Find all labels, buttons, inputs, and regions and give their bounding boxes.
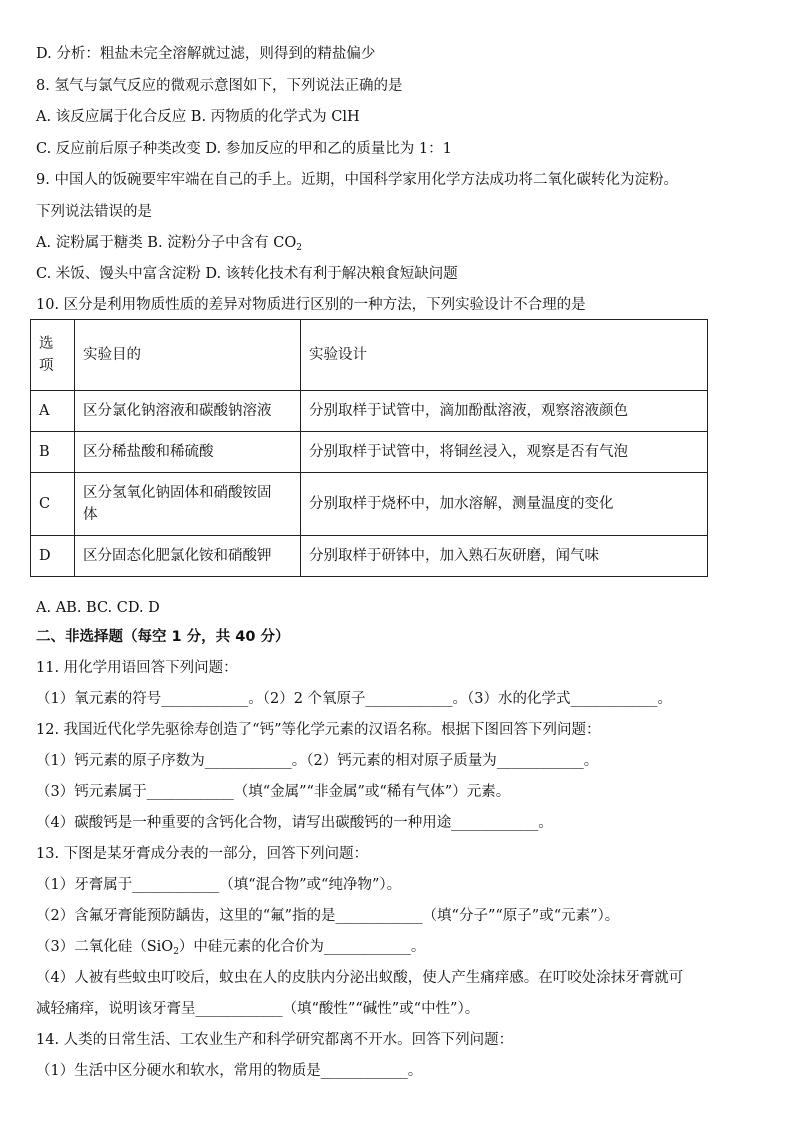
header-goal: 实验目的 <box>75 320 301 391</box>
header-option-line1: 选 <box>39 336 54 352</box>
question-14-stem: 14. 人类的日常生活、工农业生产和科学研究都离不开水。回答下列问题： <box>36 1032 514 1048</box>
question-13-part-4-continued: 减轻痛痒，说明该牙膏呈____________（填“酸性”“碱性”或“中性”）。 <box>36 1001 480 1017</box>
question-8-stem: 8. 氢气与氯气反应的微观示意图如下，下列说法正确的是 <box>36 78 403 94</box>
table-header-row <box>31 320 708 391</box>
question-14-part-1: （1）生活中区分硬水和软水，常用的物质是____________。 <box>36 1063 423 1079</box>
cell-option: A <box>31 391 75 432</box>
question-12-part-3: （3）钙元素属于____________（填“金属”“非金属”或“稀有气体”）元素。 <box>36 784 511 800</box>
cell-goal: 区分固态化肥氯化铵和硝酸钾 <box>75 536 301 577</box>
question-11-parts: （1）氧元素的符号____________。（2）2 个氧原子____________。（3）水的化学式____________。 <box>36 691 673 707</box>
question-12-part-4: （4）碳酸钙是一种重要的含钙化合物，请写出碳酸钙的一种用途____________。 <box>36 815 553 831</box>
table-row <box>31 432 708 473</box>
cell-design: 分别取样于烧杯中，加水溶解，测量温度的变化 <box>301 473 708 536</box>
question-9-stem-continued: 下列说法错误的是 <box>36 204 152 220</box>
cell-option: D <box>31 536 75 577</box>
question-9-options-cd: C. 米饭、馒头中富含淀粉 D. 该转化技术有利于解决粮食短缺问题 <box>36 266 458 282</box>
table-row <box>31 391 708 432</box>
header-design: 实验设计 <box>301 320 708 391</box>
cell-design: 分别取样于试管中，滴加酚酞溶液，观察溶液颜色 <box>301 391 708 432</box>
line-q7-option-d: D. 分析：粗盐未完全溶解就过滤，则得到的精盐偏少 <box>36 46 376 62</box>
q9-options-ab-text: A. 淀粉属于糖类 B. 淀粉分子中含有 CO <box>36 235 297 251</box>
question-13-stem: 13. 下图是某牙膏成分表的一部分，回答下列问题： <box>36 846 369 862</box>
question-9-stem: 9. 中国人的饭碗要牢牢端在自己的手上。近期，中国科学家用化学方法成功将二氧化碳转化为淀粉。 <box>36 172 678 188</box>
question-10-stem: 10. 区分是利用物质性质的差异对物质进行区别的一种方法，下列实验设计不合理的是 <box>36 297 586 313</box>
cell-goal-line2: 体 <box>83 507 98 523</box>
cell-option: C <box>31 473 75 536</box>
subscript-2: 2 <box>296 243 302 253</box>
header-option-line2: 项 <box>39 358 54 374</box>
subscript-2: 2 <box>173 947 179 957</box>
header-option <box>31 320 75 391</box>
question-9-options-ab <box>36 233 302 258</box>
question-13-part-1: （1）牙膏属于____________（填“混合物”或“纯净物”）。 <box>36 877 402 893</box>
section-2-heading: 二、非选择题（每空 1 分，共 40 分） <box>36 629 290 645</box>
q13-part3-pre: （3）二氧化硅（SiO <box>36 939 174 955</box>
question-10-options: A. AB. BC. CD. D <box>36 600 160 616</box>
cell-option: B <box>31 432 75 473</box>
cell-goal: 区分稀盐酸和稀硫酸 <box>75 432 301 473</box>
question-13-part-2: （2）含氟牙膏能预防龋齿，这里的“氟”指的是____________（填“分子”“原子”或“元素”）。 <box>36 908 620 924</box>
question-12-stem: 12. 我国近代化学先驱徐寿创造了“钙”等化学元素的汉语名称。根据下图回答下列问题： <box>36 722 601 738</box>
question-13-part-3 <box>36 937 425 962</box>
table-row <box>31 536 708 577</box>
question-8-options-ab: A. 该反应属于化合反应 B. 丙物质的化学式为 ClH <box>36 109 360 125</box>
cell-goal: 区分氯化钠溶液和碳酸钠溶液 <box>75 391 301 432</box>
question-11-stem: 11. 用化学用语回答下列问题： <box>36 660 238 676</box>
cell-goal-line1: 区分氢氧化钠固体和硝酸铵固 <box>83 485 272 501</box>
cell-goal <box>75 473 301 536</box>
cell-design: 分别取样于研钵中，加入熟石灰研磨，闻气味 <box>301 536 708 577</box>
question-8-options-cd: C. 反应前后原子种类改变 D. 参加反应的甲和乙的质量比为 1：1 <box>36 141 452 157</box>
question-13-part-4: （4）人被有些蚊虫叮咬后，蚊虫在人的皮肤内分泌出蚁酸，使人产生痛痒感。在叮咬处涂抹牙膏就可 <box>36 970 684 986</box>
cell-design: 分别取样于试管中，将铜丝浸入，观察是否有气泡 <box>301 432 708 473</box>
experiment-table <box>30 319 708 577</box>
question-12-parts-1-2: （1）钙元素的原子序数为____________。（2）钙元素的相对原子质量为____________。 <box>36 753 599 769</box>
table-row <box>31 473 708 536</box>
q13-part3-post: ）中硅元素的化合价为____________。 <box>178 939 426 955</box>
